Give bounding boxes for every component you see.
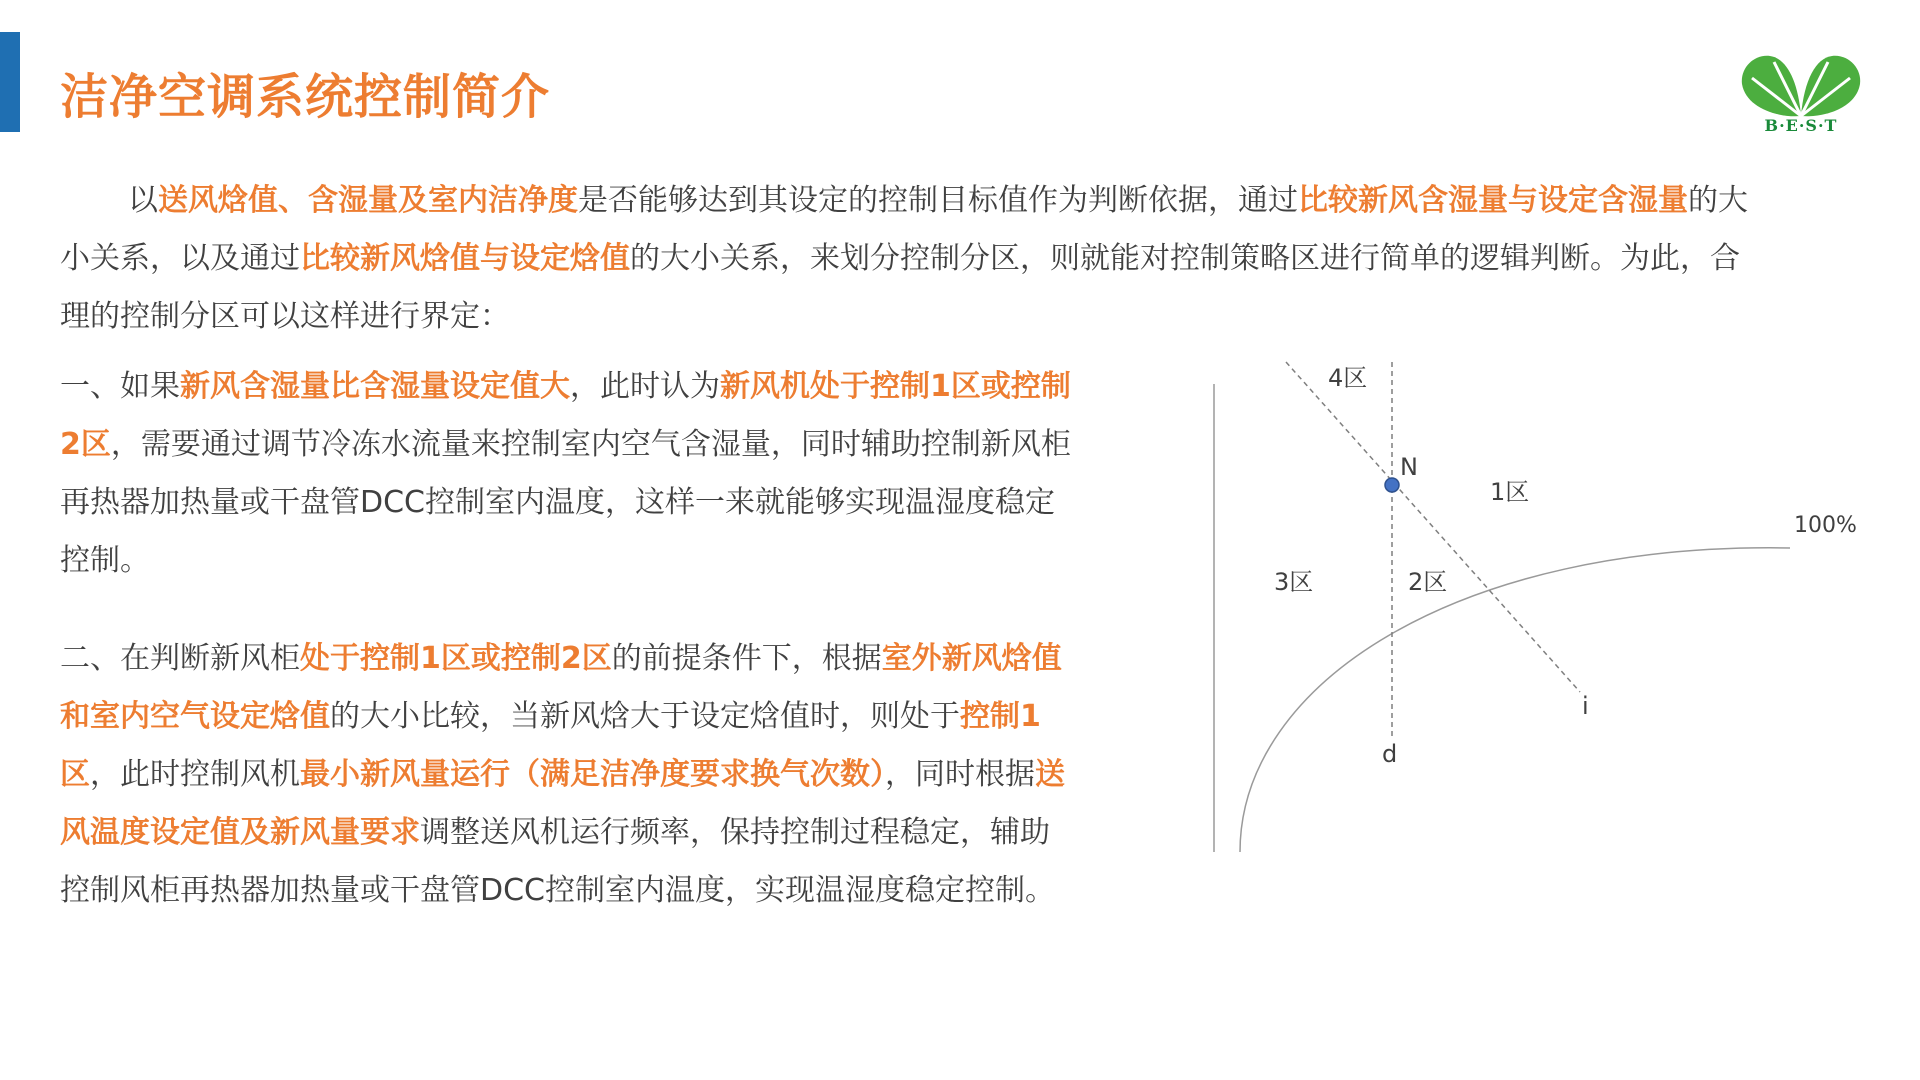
rule-one-text: ，需要通过调节冷冻水流量来控制室内空气含湿量，同时辅助控制新风柜再热器加热量或干盘管DCC控制室内温度，这样一来就能够实现温湿度稳定控制。 (60, 427, 1071, 578)
intro-paragraph (60, 172, 1760, 346)
point-n-label: N (1400, 453, 1418, 481)
enthalpy-line-label: i (1582, 692, 1589, 720)
control-zone-diagram (1200, 352, 1860, 862)
curve-100-label: 100% (1794, 513, 1857, 538)
zone-3-label: 3区 (1274, 568, 1314, 596)
intro-highlight: 送风焓值、含湿量及室内洁净度 (158, 183, 578, 218)
rule-two-highlight: 最小新风量运行（满足洁净度要求换气次数） (300, 757, 885, 792)
page-title: 洁净空调系统控制简介 (60, 69, 551, 125)
intro-text: 是否能够达到其设定的控制目标值作为判断依据，通过 (578, 183, 1298, 218)
zone-2-label: 2区 (1408, 568, 1448, 596)
zone-4-label: 4区 (1328, 364, 1368, 392)
logo-text: B·E·S·T (1764, 116, 1838, 135)
intro-highlight: 比较新风含湿量与设定含湿量 (1298, 183, 1688, 218)
rule-two-text: 二、在判断新风柜 (60, 641, 300, 676)
intro-text: 的大小关系，来划分控制分区，则就能对控制策略区进行简单的逻辑判断。为此，合理的控制分区可以这样进行界定： (60, 241, 1740, 334)
rule-two-text: ，此时控制风机 (90, 757, 300, 792)
rule-one-text: ，此时认为 (570, 369, 720, 404)
rule-two-highlight: 控制1区 (60, 699, 1041, 792)
rule-one-highlight: 新风机处于控制1区或控制2区 (60, 369, 1071, 462)
rule-two-paragraph (60, 630, 1075, 920)
rule-one-paragraph (60, 358, 1075, 590)
rule-two-text: 调整送风机运行频率，保持控制过程稳定，辅助控制风柜再热器加热量或干盘管DCC控制室内温度，实现温湿度稳定控制。 (60, 815, 1055, 908)
rule-two-highlight: 室外新风焓值和室内空气设定焓值 (60, 641, 1062, 734)
rule-two-text: ，同时根据 (885, 757, 1035, 792)
humidity-line-label: d (1382, 740, 1398, 768)
intro-highlight: 比较新风焓值与设定焓值 (300, 241, 630, 276)
rule-one-highlight: 新风含湿量比含湿量设定值大 (180, 369, 570, 404)
rule-two-text: 的大小比较，当新风焓大于设定焓值时，则处于 (330, 699, 960, 734)
saturation-curve-100 (1240, 548, 1790, 852)
constant-enthalpy-line-i (1286, 362, 1580, 692)
title-accent-bar (0, 32, 20, 132)
rule-two-text: 的前提条件下，根据 (611, 641, 882, 676)
zone-1-label: 1区 (1490, 478, 1530, 506)
rule-two-highlight: 送风温度设定值及新风量要求 (60, 757, 1065, 850)
rule-one-text: 一、如果 (60, 369, 180, 404)
intro-text: 的大小关系，以及通过 (60, 183, 1748, 276)
point-n-marker (1385, 478, 1399, 492)
rule-two-highlight: 处于控制1区或控制2区 (300, 641, 612, 676)
intro-text: 以 (128, 183, 158, 218)
